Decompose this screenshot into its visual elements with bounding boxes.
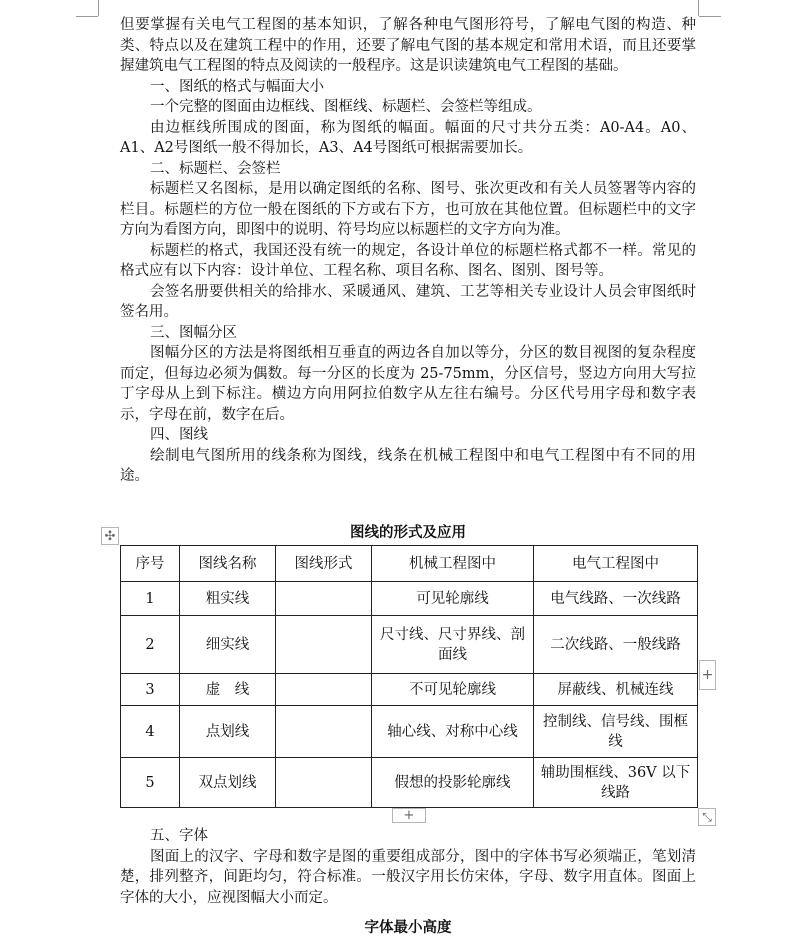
cell-mech: 轴心线、对称中心线 — [372, 706, 534, 758]
header-cell-form: 图线形式 — [276, 546, 372, 582]
cell-mech: 不可见轮廓线 — [372, 674, 534, 706]
page-corner-mark-right-h — [699, 16, 721, 17]
table-title: 图线的形式及应用 — [350, 525, 466, 541]
cell-no: 5 — [121, 758, 180, 808]
header-cell-elec: 电气工程图中 — [534, 546, 698, 582]
page-corner-mark-left-h — [76, 16, 98, 17]
table-header-row — [121, 546, 698, 582]
paragraph: 三、图幅分区 — [150, 324, 237, 341]
cell-form — [276, 758, 372, 808]
paragraph: 由边框线所围成的图面，称为图纸的幅面。幅面的尺寸共分五类：A0-A4。A0、A1、A2号图纸一般不得加长，A3、A4号图纸可根据需要加长。 — [120, 119, 696, 156]
cell-no: 2 — [121, 616, 180, 674]
document-body-text-2 — [120, 826, 696, 908]
cell-form — [276, 582, 372, 616]
header-cell-no: 序号 — [121, 546, 180, 582]
table-row — [121, 674, 698, 706]
cell-name: 点划线 — [180, 706, 276, 758]
table2-title: 字体最小高度 — [364, 920, 452, 936]
header-cell-mech: 机械工程图中 — [372, 546, 534, 582]
paragraph: 但要掌握有关电气工程图的基本知识，了解各种电气图形符号，了解电气图的构造、种类、特点以及在建筑工程中的作用，还要了解电气图的基本规定和常用术语，而且还要掌握建筑电气工程图的特点及阅读的一般程序。这是识读建筑电气工程图的基础。 — [120, 17, 696, 74]
table-row — [121, 582, 698, 616]
lines-table — [120, 545, 698, 808]
page-corner-mark-right — [698, 0, 699, 16]
cell-mech: 可见轮廓线 — [372, 582, 534, 616]
cell-no: 4 — [121, 706, 180, 758]
document-body-text — [120, 15, 696, 487]
paragraph: 二、标题栏、会签栏 — [150, 160, 281, 177]
paragraph: 一个完整的图面由边框线、图框线、标题栏、会签栏等组成。 — [150, 99, 542, 115]
cell-name: 双点划线 — [180, 758, 276, 808]
table-row — [121, 758, 698, 808]
cell-elec: 辅助围框线、36V 以下线路 — [534, 758, 698, 808]
table-resize-handle-icon[interactable]: ⤡ — [698, 808, 716, 826]
paragraph: 图面上的汉字、字母和数字是图的重要组成部分，图中的字体书写必须端正，笔划清楚，排列整齐，间距均匀，符合标准。一般汉字用长仿宋体，字母、数字用直体。图面上字体的大小，应视图幅大小而定。 — [120, 848, 696, 906]
cell-name: 粗实线 — [180, 582, 276, 616]
add-column-button[interactable]: + — [699, 660, 716, 690]
cell-elec: 二次线路、一般线路 — [534, 616, 698, 674]
paragraph: 会签名册要供相关的给排水、采暖通风、建筑、工艺等相关专业设计人员会审图纸时签名用。 — [120, 283, 696, 320]
cell-form — [276, 616, 372, 674]
paragraph: 四、图线 — [150, 427, 208, 443]
cell-name: 虚 线 — [180, 674, 276, 706]
cell-name: 细实线 — [180, 616, 276, 674]
cell-mech: 尺寸线、尺寸界线、剖面线 — [372, 616, 534, 674]
header-cell-name: 图线名称 — [180, 546, 276, 582]
paragraph: 五、字体 — [150, 828, 208, 844]
paragraph: 标题栏的格式，我国还没有统一的规定，各设计单位的标题栏格式都不一样。常见的格式应有以下内容：设计单位、工程名称、项目名称、图名、图别、图号等。 — [120, 242, 696, 279]
cell-form — [276, 706, 372, 758]
paragraph: 绘制电气图所用的线条称为图线，线条在机械工程图中和电气工程图中有不同的用途。 — [120, 447, 696, 484]
table-row — [121, 706, 698, 758]
add-row-button[interactable]: + — [392, 808, 426, 823]
table-move-handle-icon[interactable]: ✣ — [101, 527, 119, 545]
cell-no: 3 — [121, 674, 180, 706]
table-row — [121, 616, 698, 674]
paragraph: 标题栏又名图标，是用以确定图纸的名称、图号、张次更改和有关人员签署等内容的栏目。标题栏的方位一般在图纸的下方或右下方，也可放在其他位置。但标题栏中的文字方向为看图方向，即图中的说明、符号均应以标题栏的文字方向为准。 — [120, 181, 696, 238]
cell-no: 1 — [121, 582, 180, 616]
paragraph: 一、图纸的格式与幅面大小 — [150, 78, 324, 95]
paragraph: 图幅分区的方法是将图纸相互垂直的两边各自加以等分，分区的数目视图的复杂程度而定，但每边必须为偶数。每一分区的长度为 25-75mm，分区信号，竖边方向用大写拉丁字母从上到下标注。横边方向用阿拉伯数字从左往右编号。分区代号用字母和数字表示，字母在前，数字在后。 — [120, 345, 696, 423]
cell-elec: 电气线路、一次线路 — [534, 582, 698, 616]
cell-form — [276, 674, 372, 706]
page-corner-mark-left — [98, 0, 99, 16]
cell-elec: 控制线、信号线、围框线 — [534, 706, 698, 758]
cell-elec: 屏蔽线、机械连线 — [534, 674, 698, 706]
cell-mech: 假想的投影轮廓线 — [372, 758, 534, 808]
